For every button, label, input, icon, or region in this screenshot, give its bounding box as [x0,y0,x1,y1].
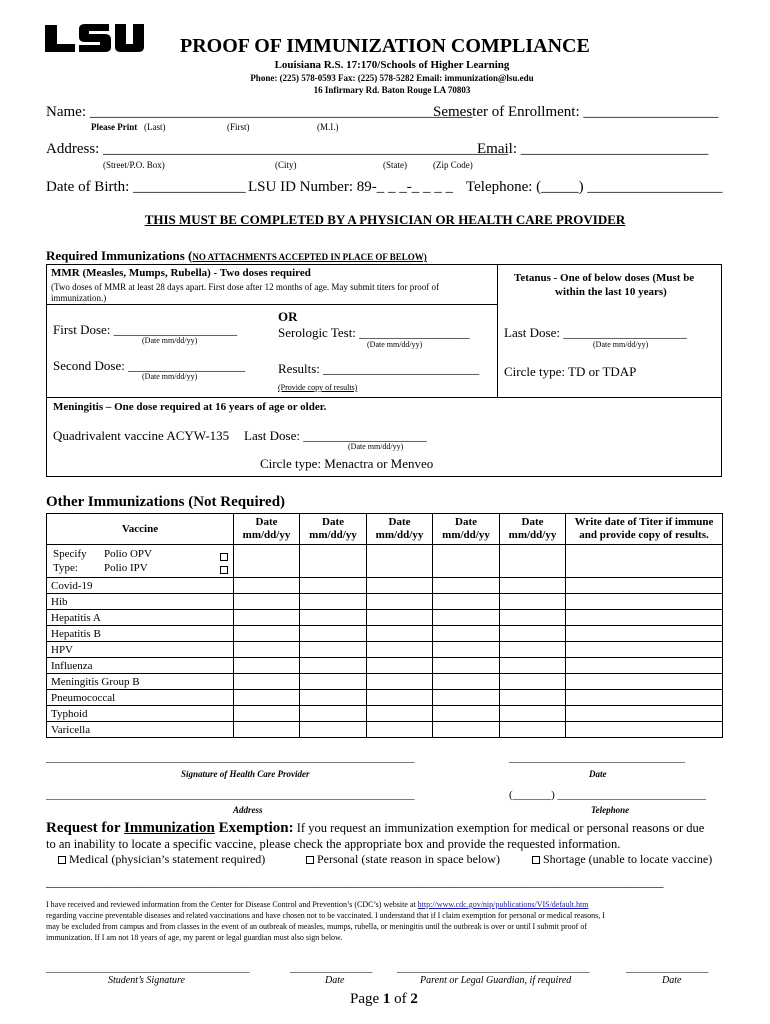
date-cell[interactable] [500,594,566,610]
col-header: Vaccine [47,514,234,545]
table-row [47,658,723,674]
date-cell[interactable] [500,690,566,706]
exemption-text: to an inability to locate a specific vaccine, please check the appropriate box and provide the requested information. [46,837,621,851]
date-cell[interactable] [300,626,367,642]
meningitis-last-dose-field[interactable]: Last Dose: ___________________ [244,428,427,443]
provider-signature-label: Signature of Health Care Provider [181,769,310,779]
other-heading: Other Immunizations (Not Required) [46,494,286,510]
date-cell[interactable] [300,545,367,578]
titer-cell[interactable] [566,706,723,722]
vaccine-name: Typhoid [47,706,234,722]
date-cell[interactable] [300,594,367,610]
date-cell[interactable] [433,706,500,722]
date-cell[interactable] [433,545,500,578]
date-cell[interactable] [300,578,367,594]
exemption-shortage-option[interactable]: Shortage (unable to locate vaccine) [532,852,712,867]
meningitis-divider [46,397,722,398]
guardian-signature-line[interactable]: ___________________________________ [397,962,590,974]
exemption-reason-line[interactable]: _______________________________________________________________________________________________ [46,874,664,889]
cdc-link[interactable]: http://www.cdc.gov/nip/publications/VIS/default.htm [417,900,589,909]
date-cell[interactable] [500,674,566,690]
type-label: Type: [53,562,78,574]
tetanus-last-dose-field[interactable]: Last Dose: ___________________ [504,325,687,340]
provider-address-line[interactable]: ___________________________________________________________________ [46,789,415,801]
provider-address-label: Address [233,805,263,815]
date-cell[interactable] [500,545,566,578]
contact-line: Phone: (225) 578-0593 Fax: (225) 578-5282 Email: immunization@lsu.edu [250,73,534,83]
exemption-heading: Request for Immunization Exemption: If you request an immunization exemption for medical or personal reasons or due [46,820,705,836]
provider-date-label: Date [589,769,607,779]
date-cell[interactable] [500,706,566,722]
titer-cell[interactable] [566,594,723,610]
titer-cell[interactable] [566,674,723,690]
city-caption: (City) [275,160,297,170]
date-cell[interactable] [234,706,300,722]
or-label: OR [278,309,298,324]
name-field[interactable]: Name: ___________________________________________________ [46,104,473,120]
date-cell[interactable] [234,578,300,594]
student-signature-line[interactable]: _____________________________________ [46,962,250,974]
vaccine-name: Varicella [47,722,234,738]
date-cell[interactable] [367,545,433,578]
exemption-medical-option[interactable]: Medical (physician’s statement required) [58,852,265,867]
titer-cell[interactable] [566,642,723,658]
meningitis-circle-type[interactable]: Circle type: Menactra or Menveo [260,456,434,471]
polio-ipv-label: Polio IPV [104,562,148,574]
table-row [47,690,723,706]
date-cell[interactable] [433,658,500,674]
date-cell[interactable] [433,674,500,690]
serologic-date-fmt: (Date mm/dd/yy) [367,340,423,349]
date-cell[interactable] [300,642,367,658]
dob-field[interactable]: Date of Birth: _______________ [46,179,246,195]
col-header: Date mm/dd/yy [500,514,566,545]
date-cell[interactable] [367,674,433,690]
date-cell[interactable] [367,690,433,706]
table-row [47,610,723,626]
date-cell[interactable] [367,578,433,594]
vaccine-name: Hib [47,594,234,610]
date-cell[interactable] [367,658,433,674]
guardian-signature-label: Parent or Legal Guardian, if required [420,975,572,986]
tetanus-circle-type[interactable]: Circle type: TD or TDAP [504,364,637,379]
date-cell[interactable] [500,610,566,626]
provider-notice: THIS MUST BE COMPLETED BY A PHYSICIAN OR HEALTH CARE PROVIDER [144,212,626,227]
specify-label: Specify [53,548,87,560]
polio-opv-checkbox[interactable] [220,553,228,561]
polio-ipv-checkbox[interactable] [220,566,228,574]
date-cell[interactable] [433,626,500,642]
date-cell[interactable] [234,690,300,706]
date-cell[interactable] [433,690,500,706]
date-cell[interactable] [234,626,300,642]
lsu-logo [43,21,146,55]
date-cell[interactable] [367,722,433,738]
form-title: PROOF OF IMMUNIZATION COMPLIANCE [180,35,590,57]
table-row-polio [47,545,723,578]
lsu-id-field[interactable]: LSU ID Number: 89-_ _ _-_ _ _ _ [248,179,453,195]
street-caption: (Street/P.O. Box) [103,160,165,170]
meningitis-date-fmt: (Date mm/dd/yy) [348,442,404,451]
col-header: Date mm/dd/yy [234,514,300,545]
zip-caption: (Zip Code) [433,160,473,170]
table-row [47,578,723,594]
titer-cell[interactable] [566,545,723,578]
tetanus-title: Tetanus - One of below doses (Must be [514,272,695,284]
titer-cell[interactable] [566,610,723,626]
shortage-checkbox[interactable] [532,856,540,864]
required-heading: Required Immunizations (NO ATTACHMENTS ACCEPTED IN PLACE OF BELOW) [46,248,427,263]
date-cell[interactable] [300,690,367,706]
student-signature-label: Student’s Signature [108,975,185,986]
meningitis-title: Meningitis – One dose required at 16 years of age or older. [53,401,327,413]
provider-phone-label: Telephone [591,805,630,815]
table-row [47,674,723,690]
date-cell[interactable] [367,594,433,610]
first-dose-field[interactable]: First Dose: ___________________ [53,322,238,337]
date-cell[interactable] [433,722,500,738]
exemption-personal-option[interactable]: Personal (state reason in space below) [306,852,500,867]
first-dose-date-fmt: (Date mm/dd/yy) [142,336,198,345]
mmr-title: MMR (Measles, Mumps, Rubella) - Two doses required [51,267,311,279]
date-cell[interactable] [300,610,367,626]
date-cell[interactable] [300,706,367,722]
date-cell[interactable] [234,545,300,578]
table-row [47,706,723,722]
second-dose-field[interactable]: Second Dose: __________________ [53,358,246,373]
name-subcaption: Please Print (Last) [91,122,166,132]
date-cell[interactable] [433,594,500,610]
provider-phone-line[interactable]: (_______) ___________________________ [509,789,707,801]
exemption-statement-3: may be excluded from campus and from classes in the event of an outbreak of measles, mumps, rubella, or meningitis until the outbreak is over or until I submit proof of [46,922,587,931]
date-cell[interactable] [500,658,566,674]
mi-caption: (M.I.) [317,122,339,132]
provide-copy-note: (Provide copy of results) [278,383,358,392]
date-cell[interactable] [433,610,500,626]
other-immunizations-table [46,513,723,738]
col-header: Date mm/dd/yy [433,514,500,545]
email-field[interactable]: Email: _________________________ [477,141,709,157]
titer-cell[interactable] [566,658,723,674]
col-header: Date mm/dd/yy [300,514,367,545]
state-caption: (State) [383,160,407,170]
date-cell[interactable] [500,722,566,738]
titer-cell[interactable] [566,626,723,642]
provider-date-line[interactable]: ________________________________ [509,752,685,764]
vaccine-name: HPV [47,642,234,658]
personal-checkbox[interactable] [306,856,314,864]
date-cell[interactable] [300,674,367,690]
titer-cell[interactable] [566,690,723,706]
date-cell[interactable] [234,658,300,674]
exemption-statement-1: I have received and reviewed information from the Center for Disease Control and Prevention’s (CDC’s) website at http://www.cdc.gov/nip/publications/VIS/default.htm [46,900,589,909]
titer-cell[interactable] [566,578,723,594]
vaccine-name: Pneumococcal [47,690,234,706]
date-cell[interactable] [234,722,300,738]
vaccine-name: Hepatitis B [47,626,234,642]
mmr-desc: (Two doses of MMR at least 28 days apart. First dose after 12 months of age. May submit titers for proof of [51,282,440,292]
serologic-test-field[interactable]: Serologic Test: _________________ [278,325,470,340]
date-cell[interactable] [234,674,300,690]
page-number: Page 1 of 2 [350,991,418,1007]
table-row [47,626,723,642]
table-row [47,594,723,610]
date-cell[interactable] [234,594,300,610]
tetanus-divider [497,264,498,397]
semester-field[interactable]: Semester of Enrollment: __________________ [433,104,719,120]
mmr-desc-2: immunization.) [51,293,107,303]
date-cell[interactable] [433,578,500,594]
table-header-row [47,514,723,545]
date-cell[interactable] [234,610,300,626]
col-header: Date mm/dd/yy [367,514,433,545]
date-cell[interactable] [367,706,433,722]
student-date-label: Date [325,975,345,986]
vaccine-name: Covid-19 [47,578,234,594]
titer-cell[interactable] [566,722,723,738]
tetanus-title-2: within the last 10 years) [555,286,667,298]
address-field[interactable]: Address: ______________________________________________________ [46,141,509,157]
table-row [47,722,723,738]
polio-opv-label: Polio OPV [104,548,152,560]
polio-cell [47,545,234,578]
guardian-date-label: Date [662,975,682,986]
date-cell[interactable] [234,642,300,658]
date-cell[interactable] [300,722,367,738]
date-cell[interactable] [367,626,433,642]
date-cell[interactable] [500,626,566,642]
tetanus-date-fmt: (Date mm/dd/yy) [593,340,649,349]
guardian-date-line[interactable]: _______________ [626,962,709,974]
date-cell[interactable] [300,658,367,674]
vaccine-name: Meningitis Group B [47,674,234,690]
vaccine-name: Hepatitis A [47,610,234,626]
date-cell[interactable] [367,642,433,658]
results-field[interactable]: Results: ________________________ [278,361,480,376]
vaccine-name: Influenza [47,658,234,674]
medical-checkbox[interactable] [58,856,66,864]
date-cell[interactable] [367,610,433,626]
date-cell[interactable] [500,642,566,658]
provider-signature-line[interactable]: ___________________________________________________________________ [46,752,415,764]
meningitis-vaccine: Quadrivalent vaccine ACYW-135 [53,428,230,443]
table-row [47,642,723,658]
form-subtitle: Louisiana R.S. 17:170/Schools of Higher Learning [274,59,510,71]
date-cell[interactable] [500,578,566,594]
date-cell[interactable] [433,642,500,658]
exemption-statement-2: regarding vaccine preventable diseases and related vaccinations and have chosen not to be vaccinated. I understand that if I claim exemption for personal or medical reasons, I [46,911,605,920]
telephone-field[interactable]: Telephone: (_____) __________________ [466,179,723,195]
exemption-statement-4: immunization. If I am not 18 years of age, my parent or legal guardian must also sign below. [46,933,343,942]
office-address: 16 Infirmary Rd. Baton Rouge LA 70803 [313,85,471,95]
first-caption: (First) [227,122,250,132]
student-date-line[interactable]: _______________ [290,962,373,974]
second-dose-date-fmt: (Date mm/dd/yy) [142,372,198,381]
col-header: Write date of Titer if immune and provide copy of results. [566,514,723,545]
